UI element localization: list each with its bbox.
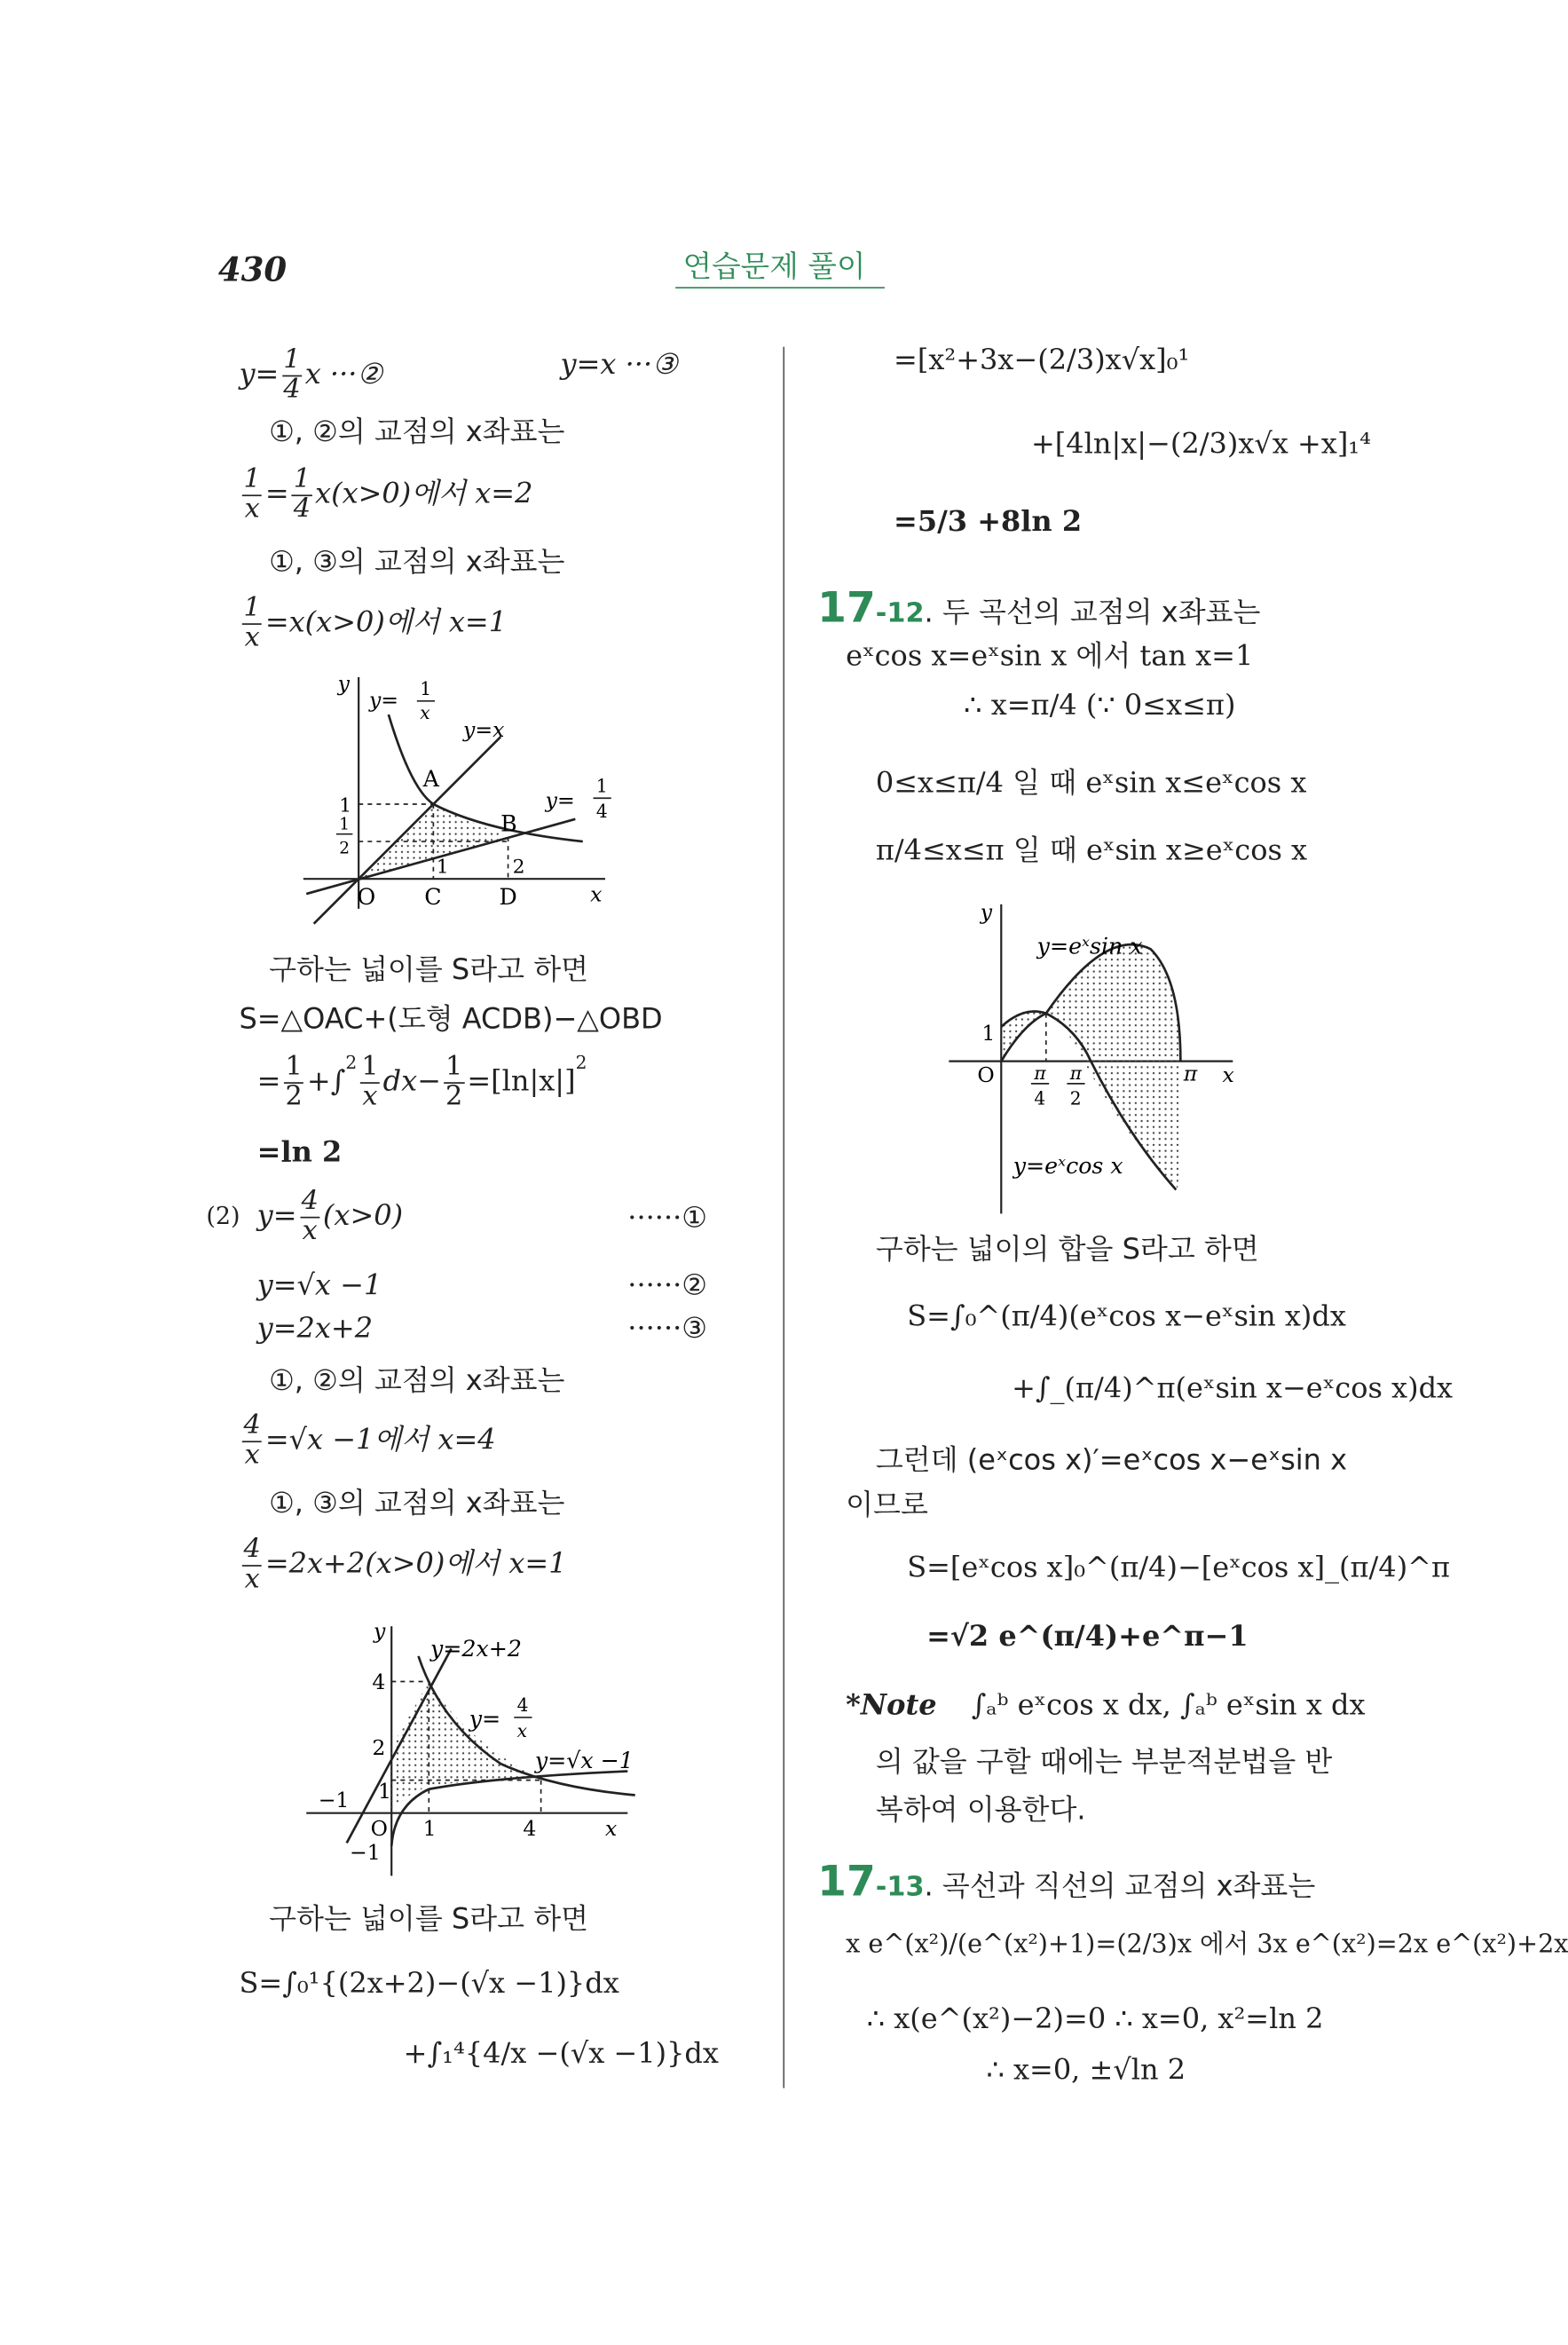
left-line5: $\frac{1}{x}$ =x(x>0)에서 x=1 bbox=[243, 591, 508, 653]
page-number: 430 bbox=[217, 250, 288, 290]
g3-pi: π bbox=[1183, 1061, 1198, 1086]
left-r2: S=∫₀¹{(2x+2)−(√x −1)}dx bbox=[239, 1967, 619, 2001]
problem-12-heading: 17-12. 두 곡선의 교점의 x좌표는 bbox=[817, 582, 1261, 633]
g2-tm1: −1 bbox=[318, 1787, 350, 1812]
right-a4: π/4≤x≤π 일 때 eˣsin x≥eˣcos x bbox=[875, 833, 1308, 867]
g2-x-label: x bbox=[605, 1815, 618, 1841]
left-line1c: y=x ···③ bbox=[560, 348, 678, 382]
left-line4: ①, ③의 교점의 x좌표는 bbox=[269, 545, 565, 579]
q3: y=2x+2 bbox=[256, 1312, 374, 1346]
g2-ym1: −1 bbox=[350, 1839, 381, 1865]
q-label: (2) bbox=[206, 1201, 240, 1230]
graph-1 bbox=[291, 669, 619, 923]
g2-curve1-label: y=2x+2 bbox=[429, 1635, 522, 1662]
note-label: *Note bbox=[846, 1688, 937, 1722]
svg-text:y=: y= bbox=[545, 787, 575, 813]
g1-x-label: x bbox=[590, 881, 603, 907]
g2-x4: 4 bbox=[523, 1815, 537, 1841]
right-b7: =√2 e^(π/4)+e^π−1 bbox=[926, 1620, 1249, 1654]
right-b1: 구하는 넓이의 합을 S라고 하면 bbox=[875, 1233, 1259, 1267]
right-a1: eˣcos x=eˣsin x 에서 tan x=1 bbox=[846, 639, 1254, 673]
left-r1: 구하는 넓이를 S라고 하면 bbox=[269, 1902, 589, 1936]
g3-curve2-label: y=eˣcos x bbox=[1013, 1152, 1123, 1179]
left-line3: $\frac{1}{x}$ = $\frac{1}{4}$ x(x>0)에서 x=2 bbox=[243, 463, 533, 525]
svg-text:π: π bbox=[1034, 1062, 1046, 1084]
note-line1: ∫ₐᵇ eˣcos x dx, ∫ₐᵇ eˣsin x dx bbox=[971, 1688, 1366, 1722]
problem-13-number: 17 bbox=[817, 1856, 876, 1907]
right-s2: +[4ln|x|−(2/3)x√x +x]₁⁴ bbox=[1030, 427, 1371, 461]
note-line3: 복하여 이용한다. bbox=[875, 1793, 1086, 1827]
right-s1: =[x²+3x−(2/3)x√x]₀¹ bbox=[894, 343, 1190, 377]
left-line2: ①, ②의 교점의 x좌표는 bbox=[269, 415, 565, 449]
right-b2: S=∫₀^(π/4)(eˣcos x−eˣsin x)dx bbox=[907, 1300, 1346, 1334]
g2-curve3-label: y=√x −1 bbox=[534, 1748, 634, 1774]
q7: $\frac{4}{x}$ =2x+2(x>0)에서 x=1 bbox=[243, 1533, 567, 1595]
column-divider bbox=[783, 347, 784, 2088]
g1-D: D bbox=[499, 883, 517, 910]
right-b4: 그런데 (eˣcos x)′=eˣcos x−eˣsin x bbox=[875, 1443, 1348, 1477]
g3-O: O bbox=[977, 1062, 995, 1088]
left-p4: =ln 2 bbox=[256, 1135, 343, 1169]
right-c2: ∴ x(e^(x²)−2)=0 ∴ x=0, x²=ln 2 bbox=[866, 2002, 1324, 2036]
graph-2 bbox=[299, 1619, 673, 1881]
g1-B: B bbox=[500, 810, 517, 837]
g1-y-label: y bbox=[337, 671, 350, 697]
g1-tick2: 2 bbox=[512, 856, 525, 879]
right-a3: 0≤x≤π/4 일 때 eˣsin x≤eˣcos x bbox=[875, 766, 1307, 800]
svg-text:2: 2 bbox=[1069, 1087, 1082, 1109]
g1-A: A bbox=[422, 765, 439, 792]
g1-C: C bbox=[424, 883, 442, 910]
left-p3: = $\frac{1}{2}$ +∫$^2$ $\frac{1}{x}$ dx− $\frac{1}{2}$ $=[\ln|x|]^2$ bbox=[256, 1050, 587, 1112]
right-b6: S=[eˣcos x]₀^(π/4)−[eˣcos x]_(π/4)^π bbox=[907, 1551, 1451, 1585]
frac-1-4: $\frac{1}{4}$ bbox=[283, 343, 301, 406]
svg-text:x: x bbox=[420, 702, 430, 724]
q3-num: ······③ bbox=[627, 1312, 708, 1346]
svg-text:y=x: y=x bbox=[463, 717, 505, 743]
svg-text:1: 1 bbox=[595, 775, 608, 797]
q1-num: ······① bbox=[627, 1201, 708, 1235]
right-c3: ∴ x=0, ±√ln 2 bbox=[986, 2053, 1186, 2087]
right-b5: 이므로 bbox=[846, 1488, 928, 1522]
header-underline bbox=[675, 287, 885, 288]
svg-text:π: π bbox=[1069, 1062, 1083, 1084]
g1-tick1: 1 bbox=[436, 856, 449, 879]
svg-text:x: x bbox=[516, 1719, 528, 1741]
svg-text:y=: y= bbox=[368, 687, 399, 713]
g3-x-label: x bbox=[1222, 1062, 1234, 1088]
section-title: 연습문제 풀이 bbox=[682, 248, 866, 284]
svg-text:y=: y= bbox=[469, 1706, 501, 1733]
q5: $\frac{4}{x}$ =√x −1에서 x=4 bbox=[243, 1409, 496, 1471]
g2-x1: 1 bbox=[422, 1815, 437, 1841]
q4: ①, ②의 교점의 x좌표는 bbox=[269, 1364, 565, 1398]
problem-13-heading: 17-13. 곡선과 직선의 교점의 x좌표는 bbox=[817, 1856, 1316, 1907]
graph-3 bbox=[942, 896, 1256, 1218]
right-s3: =5/3 +8ln 2 bbox=[894, 505, 1083, 539]
g2-y-label: y bbox=[374, 1618, 386, 1644]
q6: ①, ③의 교점의 x좌표는 bbox=[269, 1487, 565, 1520]
q2: y=√x −1 bbox=[256, 1268, 382, 1302]
right-c1: x e^(x²)/(e^(x²)+1)=(2/3)x 에서 3x e^(x²)=2x e^(x²)+2x bbox=[846, 1930, 1568, 1960]
g2-t1: 1 bbox=[378, 1778, 392, 1804]
problem-12-number: 17 bbox=[817, 582, 876, 633]
q1: y= $\frac{4}{x}$ (x>0) bbox=[256, 1185, 404, 1247]
g3-y-label: y bbox=[980, 899, 993, 925]
svg-text:1: 1 bbox=[420, 678, 432, 700]
left-r3: +∫₁⁴{4/x −(√x −1)}dx bbox=[403, 2037, 719, 2071]
svg-text:2: 2 bbox=[339, 839, 351, 858]
right-a2: ∴ x=π/4 (∵ 0≤x≤π) bbox=[964, 689, 1236, 722]
g3-one: 1 bbox=[981, 1021, 996, 1046]
g2-t4: 4 bbox=[372, 1669, 386, 1694]
g3-curve1-label: y=eˣsin x bbox=[1036, 933, 1143, 959]
right-b3: +∫_(π/4)^π(eˣsin x−eˣcos x)dx bbox=[1012, 1371, 1454, 1405]
svg-text:1: 1 bbox=[339, 815, 351, 834]
left-p2: S=△OAC+(도형 ACDB)−△OBD bbox=[239, 1002, 663, 1037]
svg-text:4: 4 bbox=[1034, 1087, 1046, 1109]
g2-O: O bbox=[370, 1815, 388, 1841]
left-line1: y= $\frac{1}{4}$ x ···② bbox=[239, 343, 383, 406]
left-p1: 구하는 넓이를 S라고 하면 bbox=[269, 953, 589, 987]
svg-text:4: 4 bbox=[516, 1694, 529, 1717]
note-line2: 의 값을 구할 때에는 부분적분법을 반 bbox=[875, 1745, 1333, 1779]
g2-t2: 2 bbox=[372, 1735, 386, 1761]
q2-num: ······② bbox=[627, 1268, 708, 1302]
g1-O: O bbox=[357, 883, 376, 910]
svg-text:4: 4 bbox=[595, 801, 608, 823]
g1-ytick1: 1 bbox=[339, 794, 352, 817]
